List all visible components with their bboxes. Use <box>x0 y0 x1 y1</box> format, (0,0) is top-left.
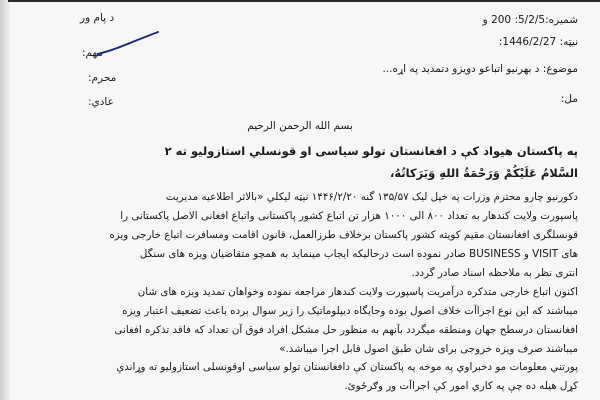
paragraph-line: اکنون اتباع خارجی متذکره درآمریت پاسپورت ولایت کندهار مراجعه نموده وخواهان تمدید ویزه های شان <box>137 286 578 298</box>
paragraph-line: های VISIT و BUSINESS صادر نموده است درحالیکه ایجاب مینماید به همچو متقاضیان ویزه های سنگل <box>139 248 578 260</box>
paragraph-2 <box>23 283 578 359</box>
paragraph-3 <box>23 358 578 396</box>
letter-number: شمیره:5/2/5: 200 و <box>482 14 578 26</box>
page-edge-shadow <box>0 0 10 400</box>
label-ordinary: عادي: <box>88 96 114 108</box>
paragraph-line: پاسپورت ولایت کندهار به تعداد ۸۰۰ الی ۱۰۰۰ هزار تن اتباع کشور پاکستانی واتباع افغانی الاصل پاکستانی را <box>120 210 578 222</box>
salutation: السَّلامُ عَلَيْكُمْ وَرَحْمَةُ اللهِ وَبَرَكاتُهُ، <box>389 166 578 180</box>
label-important: مهم: <box>82 47 103 59</box>
paragraph-line: پورتني معلومات مو دخبراوي په موخه په پاکستان کې دافغانستان تولو سیاسی اوقونسلی استازولیو ته وړاندې <box>116 361 578 373</box>
label-confidential: محرم: <box>88 72 117 84</box>
letter-date: نیټه: 1446/2/27: <box>498 36 578 48</box>
paragraph-line: قونسلگری افغانستان مقیم کویته کشور پاکستان برخلاف طرزالعمل، قانون اقامت ومسافرت اتباع خارجی ویزه <box>109 229 578 241</box>
paragraph-line: میباشند که این نوع اجراآت خلاف اصول بوده وجایگاه دیپلوماتیک را زیر سوال برده باعث تضعیف اعتبار ویزه <box>122 305 578 317</box>
letter-attachment: مل: <box>560 93 578 105</box>
paragraph-line: میباشند صرف ویزه خروجی برای شان طبق اصول قابل اجرا میباشد.» <box>279 343 578 355</box>
paragraph-line: افغانستان درسطح جهان ومنطقه میگردد بآنهم به منظور حل مشکل افراد فوق آن تعداد که فاقد تذکره افغانی <box>114 324 578 336</box>
top-border <box>8 0 600 2</box>
handwritten-mark <box>92 30 162 58</box>
label-attention: د پام ور <box>80 12 115 24</box>
paragraph-1 <box>23 188 578 283</box>
bismillah: بسم الله الرحمن الرحیم <box>247 120 353 132</box>
paragraph-line: کړل هیله ده چې په کاري امور کې اجراآت ور وګرځوئ. <box>344 380 578 392</box>
addressee: په پاکستان هیواد کې د افغانستان تولو سیاسی او قونسلي استازولیو ته ۲ <box>164 144 578 158</box>
letter-subject: موضوع: د بهرنیو اتباعو دویزو دتمدید په اړه... <box>382 63 578 75</box>
paragraph-line: انتری نظر به ملاحظه اسناد صادر گردد. <box>411 267 578 279</box>
paragraph-line: دکورنیو چارو محترم وزرات په خپل لیک ۱۳۵/۵۷ گنه ۱۴۴۶/۲/۲۰ نیټه لیکلي «بالاثر اطلاعیه مدیریت <box>165 191 578 203</box>
